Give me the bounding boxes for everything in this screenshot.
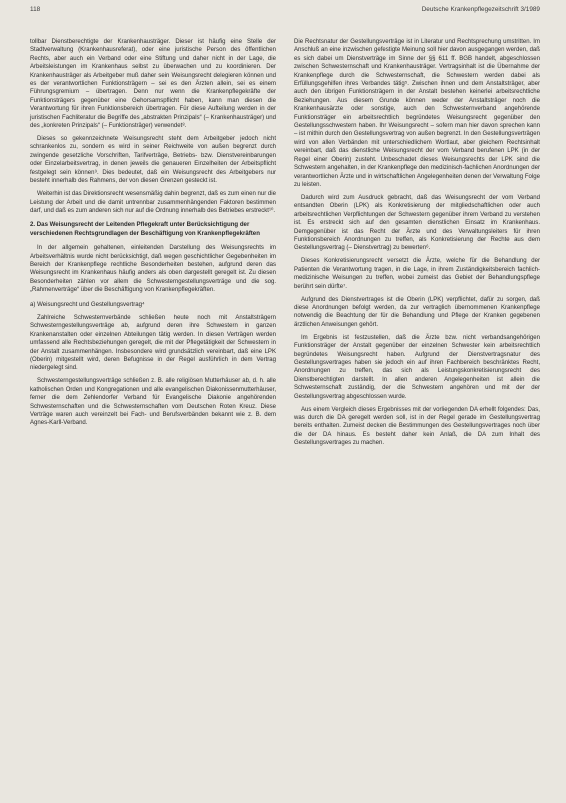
paragraph: In der allgemein gehaltenen, einleitenden Darstellung des Weisungsrechts im Arbeitsverhältnis wurde nicht berücksichtigt, daß wegen geschichtlicher Gegebenheiten im Bereich der Krankenpflege rechtliche Besonderheiten bestehen, aufgrund deren das Weisungsrecht im Krankenhaus häufig anders als oben dargestellt geregelt ist. Zu diesen Besonderheiten zählen vor allem die Schwesterngestellungsverträge und die sog. „Rahmenverträge“ über die Beschäftigung von Krankenpflegekräften. <box>30 245 276 294</box>
section-heading: 2. Das Weisungsrecht der Leitenden Pflegekraft unter Berücksichtigung der verschiedenen Rechtsgrundlagen der Beschäftigung von Krankenpflegekräften <box>30 221 260 237</box>
text-columns <box>30 38 540 452</box>
paragraph: Dadurch wird zum Ausdruck gebracht, daß das Weisungsrecht der vom Verband entsandten Oberin (LPK) als Konkretisierung der mitgliedschaftlichen oder auch arbeitsrechtlichen Verpflichtungen der Schwestern gegenüber ihrem Verband zu verstehen ist. Es erstreckt sich auf den gesamten dienstlichen Einsatz im Krankenhaus. Demgegenüber ist das Recht der Ärzte und des Verwaltungsleiters für ihren Funktionsbereich Anordnungen zu treffen, als Konkretisierung der Rechte aus dem Gestellungsvertrag (– Dienstvertrag) zu bewerten⁶. <box>294 194 540 252</box>
paragraph: Dieses Konkretisierungsrecht versetzt die Ärzte, welche für die Behandlung der Patienten die Verantwortung tragen, in die Lage, in ihrem Zuständigkeitsbereich fachlich-medizinische Weisungen zu treffen, wobei zumeist das Gebiet der Behandlungspflege berührt sein dürfte⁷. <box>294 258 540 290</box>
paragraph: Schwesterngestellungsverträge schließen z. B. alle religiösen Mutterhäuser ab, d. h. alle katholischen Orden und Kongregationen und alle evangelischen Diakonissenmutterhäuser, ferner die dem Zehlendorfer Verband für Evangelische Diakonie angehörenden Schwesternschaften und die Schwesternschaften vom Deutschen Roten Kreuz. Diese Verträge waren auch vereinzelt bei Fach- und Berufsverbänden bekannt wie z. B. dem Agnes-Karll-Verband. <box>30 378 276 427</box>
page-header <box>30 6 540 16</box>
paragraph: Weiterhin ist das Direktionsrecht wesensmäßig dahin begrenzt, daß es zum einen nur die Leistung der Arbeit und die damit untrennbar zusammenhängenden Faktoren bestimmen darf, und daß es zum anderen sich nur auf die Ordnung innerhalb des Betriebes erstreckt¹⁰. <box>30 191 276 214</box>
paragraph: Aus einem Vergleich dieses Ergebnisses mit der vorliegenden DA erhellt folgendes: Das, was durch die DA geregelt werden soll, ist in der Regel gerade im Gestellungsvertrag bereits enthalten. Zumeist decken die Bestimmungen des Gestellungsvertrages noch über die der DA hinaus. Es besteht daher kein Anlaß, die DA zum Inhalt des Gestellungsvertrages zu machen. <box>294 406 540 447</box>
paragraph: Dieses so gekennzeichnete Weisungsrecht steht dem Arbeitgeber jedoch nicht schrankenlos zu, sondern es wird in seiner Reichweite von außen begrenzt durch zwingende gesetzliche Vorschriften, Tarifverträge, Betriebs- bzw. Dienstvereinbarungen oder Einzelarbeitsvertrag, in denen jeweils die genaueren Einzelheiten der Arbeitspflicht festgelegt sein können⁹. Dies bedeutet, daß ein Weisungsrecht des Arbeitgebers nur besteht innerhalb des Rahmens, der von diesen Grenzen gesteckt ist. <box>30 136 276 185</box>
paragraph: Die Rechtsnatur der Gestellungsverträge ist in Literatur und Rechtsprechung umstritten. Im Anschluß an eine inzwischen gefestigte Meinung soll hier davon ausgegangen werden, daß es sich dabei um Dienstverträge im Sinne der §§ 611 ff. BGB handelt, abgeschlossen zwischen Schwesternschaft und Krankenhausträger. Vertragsinhalt ist die Übernahme der Krankenpflege durch die Schwesternschaft, die Schwestern werden dabei als Erfüllungsgehilfen ihres Verbandes tätig⁵. Zwischen ihnen und dem Anstaltsträger, aber auch den übrigen Funktionsträgern in der Anstalt bestehen keinerlei arbeitsrechtliche Beziehungen. Aus diesem Grunde können weder der Anstaltsträger noch die Krankenhausärzte oder sonstige, auch den Schwesternverband angehörende Funktionsträger ein arbeitsrechtlich begründetes Weisungsrecht gegenüber den Gestellungsschwestern haben. Ihr Weisungsrecht – sofern man hier davon sprechen kann – ist mithin durch den Gestellungsvertrag von außen begrenzt. In den Gestellungsverträgen wird von allen Verbänden mit unterschiedlichem Wortlaut, aber gleichem Rechtsinhalt vereinbart, daß das dienstliche Weisungsrecht der vom Verband berufenen LPK (in der Regel einer Oberin) zusteht. Unbeschadet dieses Weisungsrechts der LPK sind die Schwestern angehalten, in der Krankenpflege den medizinisch-fachlichen Anordnungen der verantwortlichen Ärzte und in wirtschaftlichen Angelegenheiten denen der Verwaltung Folge zu leisten. <box>294 39 540 188</box>
page-number: 118 <box>30 6 41 13</box>
paragraph: Zahlreiche Schwesternverbände schließen heute noch mit Anstaltsträgern Schwesterngestellungsverträge ab, aufgrund deren ihre Schwestern in ganzen Krankenanstalten oder einzelnen Abteilungen tätig werden. In diesen Verträgen werden umfassend alle Rechtsbeziehungen geregelt, die mit der Pflegetätigkeit der Schwestern in der Anstalt zusammenhängen. Insbesondere wird grundsätzlich vereinbart, daß eine LPK (Oberin) mitgestellt wird, deren Befugnisse in der Regel ausführlich in dem Vertrag niedergelegt sind. <box>30 314 276 372</box>
left-column <box>30 38 276 452</box>
subsection-heading: a) Weisungsrecht und Gestellungsvertrag⁴ <box>30 300 145 308</box>
paragraph: tollbar Dienstberechtigte der Krankenhausträger. Dieser ist häufig eine Stelle der Stadtverwaltung (Krankenhausreferat), oder eine juristische Person des öffentlichen Rechts, aber auch ein Verband oder eine Stiftung und daher nicht in der Lage, die Arbeitsleistungen im Krankenhaus selbst zu überwachen und zu koordinieren. Der Krankenhausträger als Arbeitgeber muß daher sein Weisungsrecht delegieren können und es der verantwortlichen Funktionsträgern – sei es den Ärzten allein, sei es einem Führungsgremium – übertragen. Denn nur wenn die Krankenpflegekräfte der Funktionsträgers gegenüber eine Gehorsamspflicht haben, kann man diesen die Verantwortung für ihren Funktionsbereich übertragen. Für diese Aufteilung werden in der juristischen Fachliteratur die Begriffe des „abstrakten Prinzipals“ (– Krankenhausträger) und des „konkreten Prinzipals“ (– Funktionsträger) verwendet⁸. <box>30 39 276 130</box>
paragraph: Im Ergebnis ist festzustellen, daß die Ärzte bzw. nicht verbandsangehörigen Funktionsträger der Anstalt gegenüber der einzelnen Schwester kein arbeitsrechtlich begründetes Weisungsrecht haben. Aufgrund der Dienstvertragsnatur des Gestellungsvertrages haben sie jedoch ein auf ihren Fachbereich beschränktes Recht, Anordnungen zu treffen, das sich als Leistungskonkretisierungsrecht des Dienstberechtigten darstellt. In allen anderen Angelegenheiten ist allein die Schwesternschaft zuständig, der die Schwestern angehören und mit der der Gestellungsvertrag abgeschlossen wurde. <box>294 334 540 400</box>
journal-title: Deutsche Krankenpflegezeitschrift 3/1989 <box>421 6 540 13</box>
paragraph: Aufgrund des Dienstvertrages ist die Oberin (LPK) verpflichtet, dafür zu sorgen, daß diese Anordnungen befolgt werden, da zur vertraglich übernommenen Krankenpflege notwendig die Beachtung der für die Behandlung und Pflege der Kranken gegebenen ärztlichen Anweisungen gehört. <box>294 296 540 328</box>
right-column <box>294 38 540 452</box>
